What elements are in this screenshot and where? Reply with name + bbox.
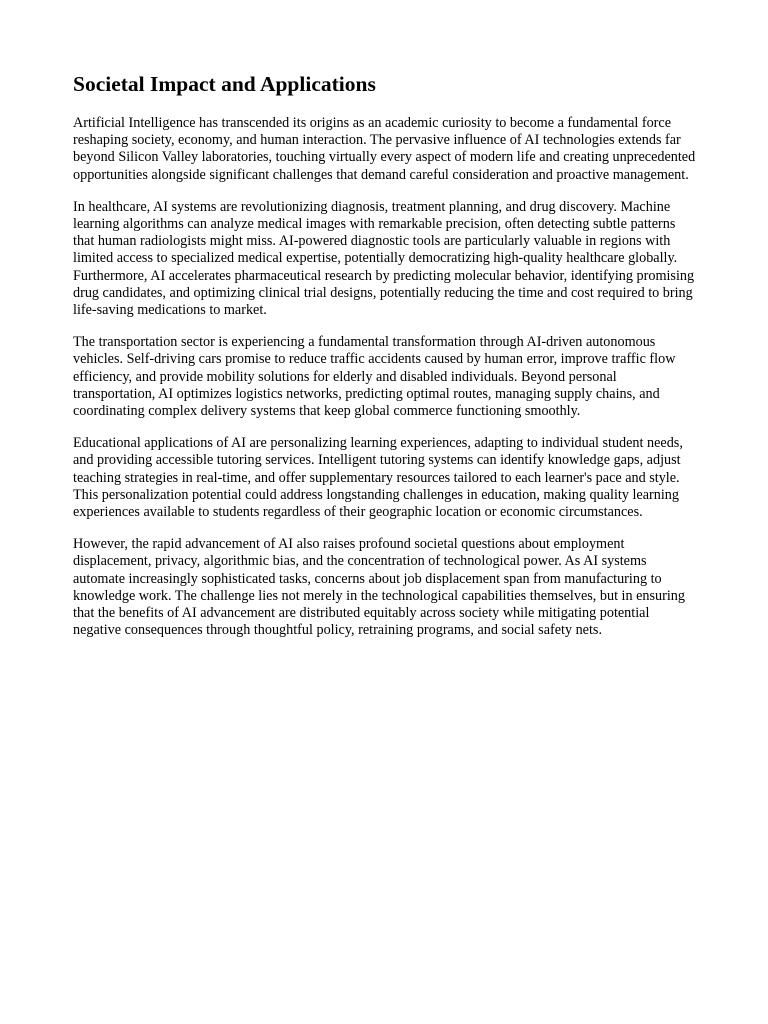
paragraph-intro: Artificial Intelligence has transcended its origins as an academic curiosity to become a fundamental force reshaping society, economy, and human interaction. The pervasive influence of AI technologies extends far beyond Silicon Valley laboratories, touching virtually every aspect of modern life and creating unprecedented opportunities alongside significant challenges that demand careful consideration and proactive management.: [73, 115, 696, 183]
document-page: [73, 70, 698, 654]
paragraph-challenges: However, the rapid advancement of AI also raises profound societal questions about employment displacement, privacy, algorithmic bias, and the concentration of technological power. As AI systems automate increasingly sophisticated tasks, concerns about job displacement span from manufacturing to knowledge work. The challenge lies not merely in the technological capabilities themselves, but in ensuring that the benefits of AI advancement are distributed equitably across society while mitigating potential negative consequences through thoughtful policy, retraining programs, and social safety nets.: [73, 536, 685, 639]
paragraph-transportation: The transportation sector is experiencing a fundamental transformation through AI-driven autonomous vehicles. Self-driving cars promise to reduce traffic accidents caused by human error, improve traffic flow efficiency, and provide mobility solutions for elderly and disabled individuals. Beyond personal transportation, AI optimizes logistics networks, predicting optimal routes, managing supply chains, and coordinating complex delivery systems that keep global commerce functioning smoothly.: [73, 334, 676, 420]
paragraph-healthcare: In healthcare, AI systems are revolutionizing diagnosis, treatment planning, and drug discovery. Machine learning algorithms can analyze medical images with remarkable precision, often detecting subtle patterns that human radiologists might miss. AI-powered diagnostic tools are particularly valuable in regions with limited access to specialized medical expertise, potentially democratizing high-quality healthcare globally. Furthermore, AI accelerates pharmaceutical research by predicting molecular behavior, identifying promising drug candidates, and optimizing clinical trial designs, potentially reducing the time and cost required to bring life-saving medications to market.: [73, 198, 695, 319]
paragraph-education: Educational applications of AI are personalizing learning experiences, adapting to individual student needs, and providing accessible tutoring services. Intelligent tutoring systems can identify knowledge gaps, adjust teaching strategies in real-time, and offer supplementary resources tailored to each learner's pace and style. This personalization potential could address longstanding challenges in education, making quality learning experiences available to students regardless of their geographic location or economic circumstances.: [73, 435, 683, 521]
document-title: Societal Impact and Applications: [73, 72, 376, 96]
